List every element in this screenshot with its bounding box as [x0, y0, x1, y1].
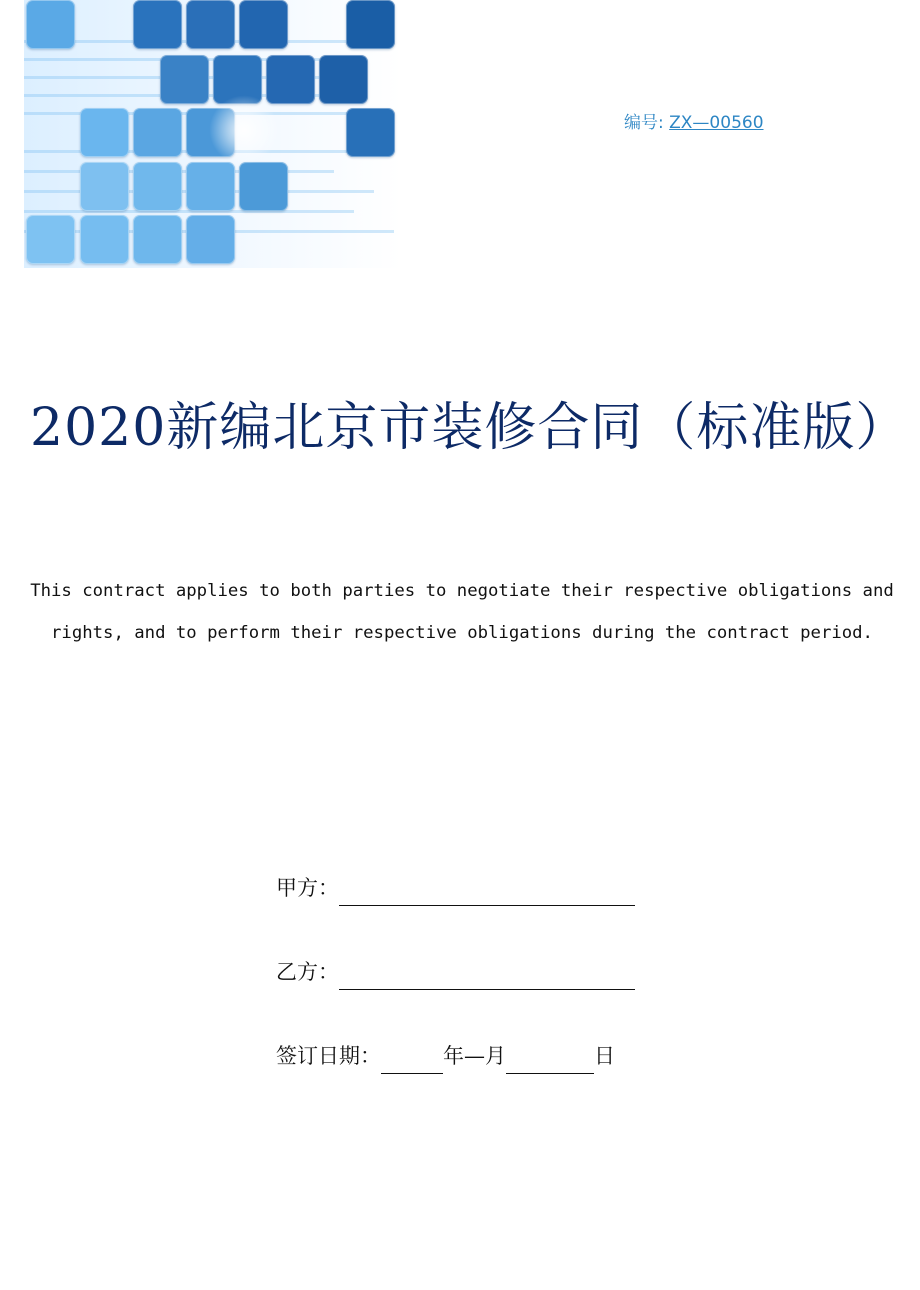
month-label: 月 — [485, 1044, 506, 1068]
document-subtitle: This contract applies to both parties to negotiate their respective obligations and rights, and to perform their respective obligations during the contract period. — [30, 581, 894, 643]
year-month-dash: — — [464, 1044, 485, 1068]
document-number-value: ZX—00560 — [669, 113, 764, 133]
header-decoration-mosaic — [24, 0, 402, 268]
party-a-label: 甲方： — [276, 876, 339, 900]
party-a-row — [276, 872, 635, 902]
party-b-signature-line — [339, 967, 635, 990]
party-b-row — [276, 956, 635, 986]
party-a-signature-line — [339, 883, 635, 906]
document-number-label: 编号: — [624, 113, 664, 133]
day-blank-line — [506, 1051, 594, 1074]
day-label: 日 — [594, 1044, 615, 1068]
signing-date-row — [276, 1040, 615, 1070]
year-label: 年 — [443, 1044, 464, 1068]
party-b-label: 乙方： — [276, 960, 339, 984]
year-blank-line — [381, 1051, 443, 1074]
document-title: 2020新编北京市装修合同（标准版） — [30, 398, 909, 458]
signing-date-label: 签订日期： — [276, 1044, 381, 1068]
document-number — [624, 108, 764, 133]
